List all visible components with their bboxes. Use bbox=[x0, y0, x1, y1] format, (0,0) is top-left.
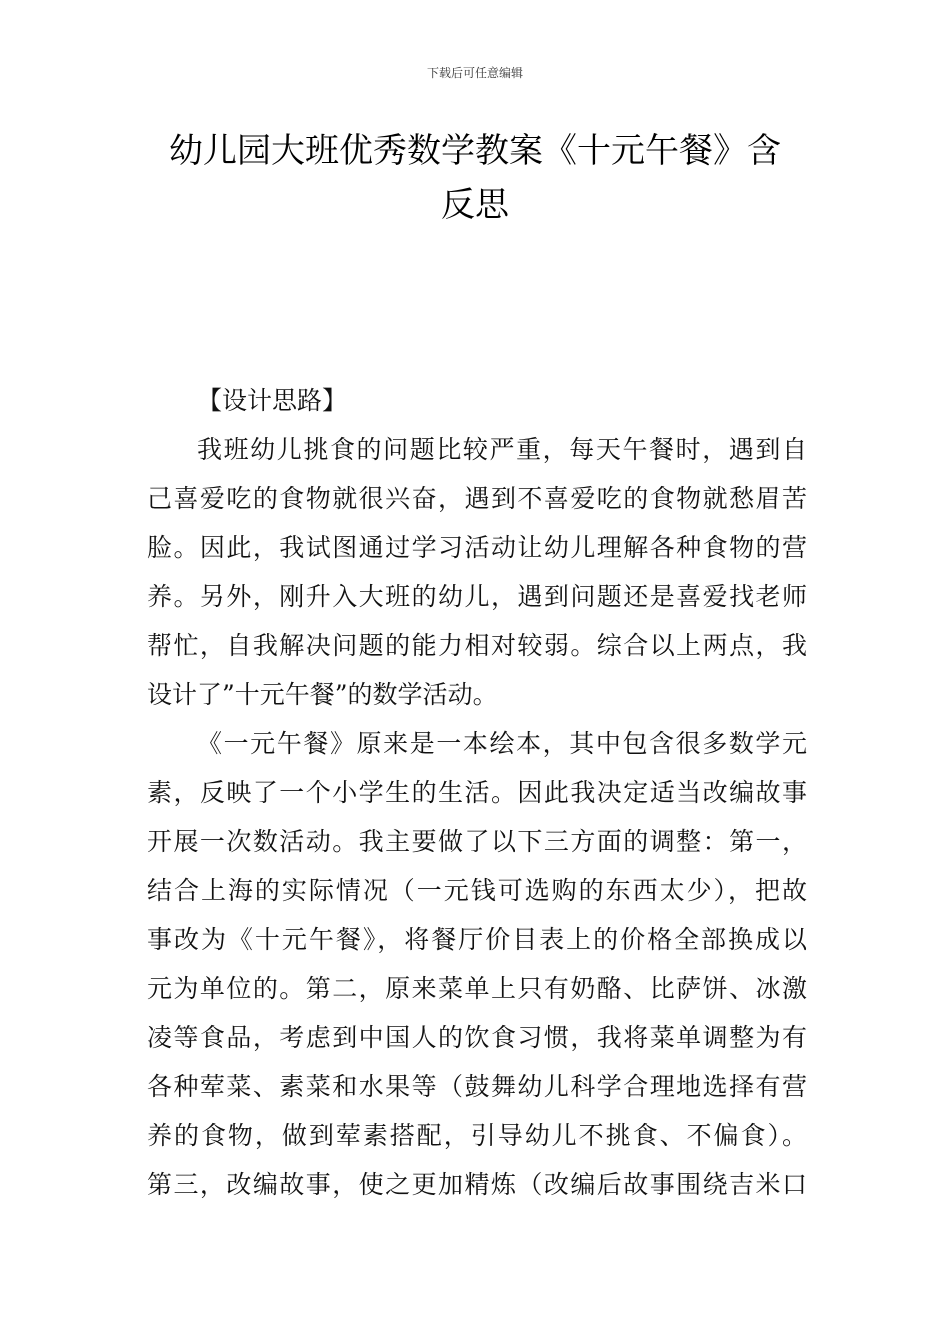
paragraph-line: 我班幼儿挑食的问题比较严重，每天午餐时，遇到自 bbox=[197, 435, 807, 464]
paragraph-line: 设计了”十元午餐”的数学活动。 bbox=[147, 680, 498, 709]
paragraph-line: 《一元午餐》原来是一本绘本，其中包含很多数学元 bbox=[197, 729, 807, 758]
paragraph-line: 事改为《十元午餐》，将餐厅价目表上的价格全部换成以 bbox=[147, 925, 807, 954]
paragraph-line: 元为单位的。第二，原来菜单上只有奶酪、比萨饼、冰激 bbox=[147, 974, 807, 1003]
title-line-2: 反思 bbox=[441, 185, 509, 225]
paragraph-line: 养。另外，刚升入大班的幼儿，遇到问题还是喜爱找老师 bbox=[147, 582, 807, 611]
paragraph-line: 帮忙，自我解决问题的能力相对较弱。综合以上两点，我 bbox=[147, 631, 807, 660]
paragraph-line: 己喜爱吃的食物就很兴奋，遇到不喜爱吃的食物就愁眉苦 bbox=[147, 484, 807, 513]
paragraph-line: 养的食物，做到荤素搭配，引导幼儿不挑食、不偏食）。 bbox=[147, 1121, 807, 1150]
paragraph-line: 各种荤菜、素菜和水果等（鼓舞幼儿科学合理地选择有营 bbox=[147, 1072, 807, 1101]
paragraph-line: 素，反映了一个小学生的生活。因此我决定适当改编故事 bbox=[147, 778, 807, 807]
section-heading: 【设计思路】 bbox=[197, 386, 348, 415]
paragraph-line: 结合上海的实际情况（一元钱可选购的东西太少），把故 bbox=[147, 876, 807, 905]
header-note: 下载后可任意编辑 bbox=[426, 66, 523, 80]
paragraph-design-rationale bbox=[147, 425, 807, 719]
document-body bbox=[147, 376, 807, 1209]
paragraph-line: 脸。因此，我试图通过学习活动让幼儿理解各种食物的营 bbox=[147, 533, 807, 562]
paragraph-line: 凌等食品，考虑到中国人的饮食习惯，我将菜单调整为有 bbox=[147, 1023, 807, 1052]
document-title bbox=[135, 124, 815, 232]
paragraph-story-adaptation bbox=[147, 719, 807, 1209]
paragraph-line: 第三，改编故事，使之更加精炼（改编后故事围绕吉米口 bbox=[147, 1170, 807, 1199]
paragraph-line: 开展一次数活动。我主要做了以下三方面的调整：第一， bbox=[147, 827, 807, 856]
title-line-1: 幼儿园大班优秀数学教案《十元午餐》含 bbox=[169, 131, 781, 171]
